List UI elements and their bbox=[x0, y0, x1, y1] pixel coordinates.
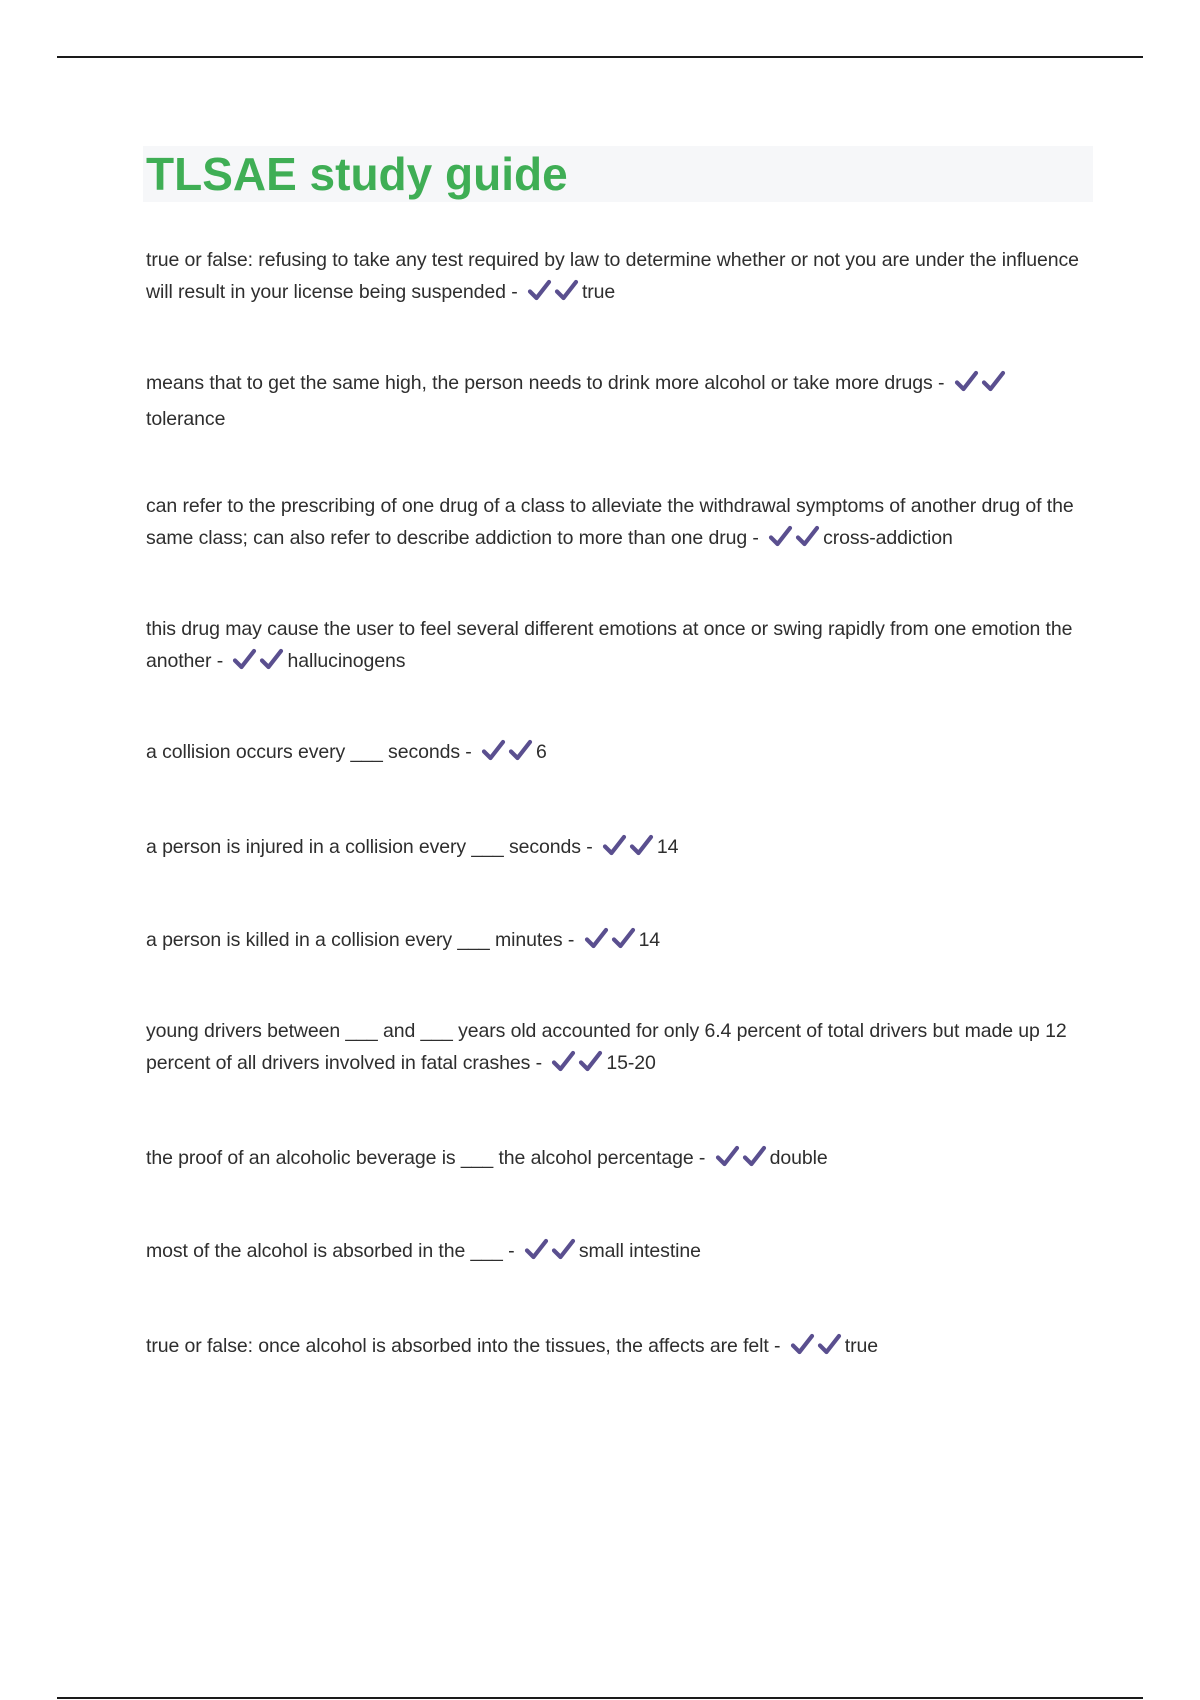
separator: - bbox=[211, 650, 229, 672]
qa-item bbox=[146, 831, 1086, 867]
check-icon bbox=[790, 1332, 815, 1356]
check-icon bbox=[232, 647, 257, 671]
separator: - bbox=[502, 1240, 520, 1262]
qa-item bbox=[146, 924, 1086, 960]
double-check-icon bbox=[481, 738, 535, 772]
answer-text: true bbox=[581, 281, 616, 303]
double-check-icon bbox=[584, 926, 638, 960]
qa-item bbox=[146, 1330, 1086, 1366]
qa-item bbox=[146, 1015, 1086, 1083]
check-icon bbox=[584, 926, 609, 950]
qa-item bbox=[146, 1142, 1086, 1178]
question-text: a person is killed in a collision every ___ minutes bbox=[146, 929, 563, 951]
check-icon bbox=[981, 369, 1006, 393]
double-check-icon bbox=[715, 1144, 769, 1178]
answer-text: cross-addiction bbox=[823, 527, 953, 549]
bottom-rule bbox=[57, 1697, 1143, 1699]
question-text: true or false: refusing to take any test required by law to determine whether or not you are under the influence will result in your license being suspended bbox=[146, 249, 1079, 303]
answer-text: 14 bbox=[638, 929, 661, 951]
question-text: young drivers between ___ and ___ years old accounted for only 6.4 percent of total drivers but made up 12 percent of all drivers involved in fatal crashes bbox=[146, 1020, 1067, 1074]
double-check-icon bbox=[551, 1049, 605, 1083]
answer-text: true bbox=[844, 1335, 878, 1357]
check-icon bbox=[554, 278, 579, 302]
qa-item bbox=[146, 244, 1086, 312]
answer-text: double bbox=[769, 1147, 828, 1169]
separator: - bbox=[580, 836, 598, 858]
question-text: this drug may cause the user to feel several different emotions at once or swing rapidly from one emotion the another bbox=[146, 618, 1073, 672]
top-rule bbox=[57, 56, 1143, 58]
qa-item bbox=[146, 490, 1086, 558]
check-icon bbox=[508, 738, 533, 762]
double-check-icon bbox=[232, 647, 286, 681]
check-icon bbox=[551, 1049, 576, 1073]
question-text: a person is injured in a collision every ___ seconds bbox=[146, 836, 581, 858]
answer-text: hallucinogens bbox=[287, 650, 406, 672]
check-icon bbox=[629, 833, 654, 857]
qa-item bbox=[146, 367, 1086, 435]
separator: - bbox=[747, 527, 765, 549]
check-icon bbox=[259, 647, 284, 671]
qa-item bbox=[146, 736, 1086, 772]
double-check-icon bbox=[954, 369, 1008, 403]
separator: - bbox=[693, 1147, 711, 1169]
question-text: true or false: once alcohol is absorbed into the tissues, the affects are felt bbox=[146, 1335, 769, 1357]
double-check-icon bbox=[527, 278, 581, 312]
double-check-icon bbox=[768, 524, 822, 558]
answer-text: tolerance bbox=[146, 408, 226, 430]
question-text: a collision occurs every ___ seconds bbox=[146, 741, 460, 763]
double-check-icon bbox=[790, 1332, 844, 1366]
qa-item bbox=[146, 613, 1086, 681]
answer-text: 6 bbox=[536, 741, 547, 763]
question-text: most of the alcohol is absorbed in the ___ bbox=[146, 1240, 503, 1262]
answer-text: 14 bbox=[656, 836, 679, 858]
separator: - bbox=[932, 372, 950, 394]
answer-text: 15-20 bbox=[606, 1052, 656, 1074]
separator: - bbox=[768, 1335, 786, 1357]
separator: - bbox=[459, 741, 478, 763]
check-icon bbox=[611, 926, 636, 950]
check-icon bbox=[551, 1237, 576, 1261]
check-icon bbox=[527, 278, 552, 302]
separator: - bbox=[562, 929, 580, 951]
question-text: means that to get the same high, the person needs to drink more alcohol or take more drugs bbox=[146, 372, 933, 394]
page-title: TLSAE study guide bbox=[146, 148, 568, 200]
check-icon bbox=[602, 833, 627, 857]
double-check-icon bbox=[524, 1237, 578, 1271]
check-icon bbox=[954, 369, 979, 393]
check-icon bbox=[524, 1237, 549, 1261]
check-icon bbox=[768, 524, 793, 548]
answer-text: small intestine bbox=[578, 1240, 701, 1262]
question-text: can refer to the prescribing of one drug of a class to alleviate the withdrawal symptoms of another drug of the same class; can also refer to describe addiction to more than one drug bbox=[146, 495, 1074, 549]
question-text: the proof of an alcoholic beverage is ___ the alcohol percentage bbox=[146, 1147, 694, 1169]
qa-item bbox=[146, 1235, 1086, 1271]
check-icon bbox=[795, 524, 820, 548]
check-icon bbox=[715, 1144, 740, 1168]
check-icon bbox=[742, 1144, 767, 1168]
check-icon bbox=[817, 1332, 842, 1356]
check-icon bbox=[578, 1049, 603, 1073]
double-check-icon bbox=[602, 833, 656, 867]
separator: - bbox=[505, 281, 523, 303]
check-icon bbox=[481, 738, 506, 762]
separator: - bbox=[530, 1052, 548, 1074]
